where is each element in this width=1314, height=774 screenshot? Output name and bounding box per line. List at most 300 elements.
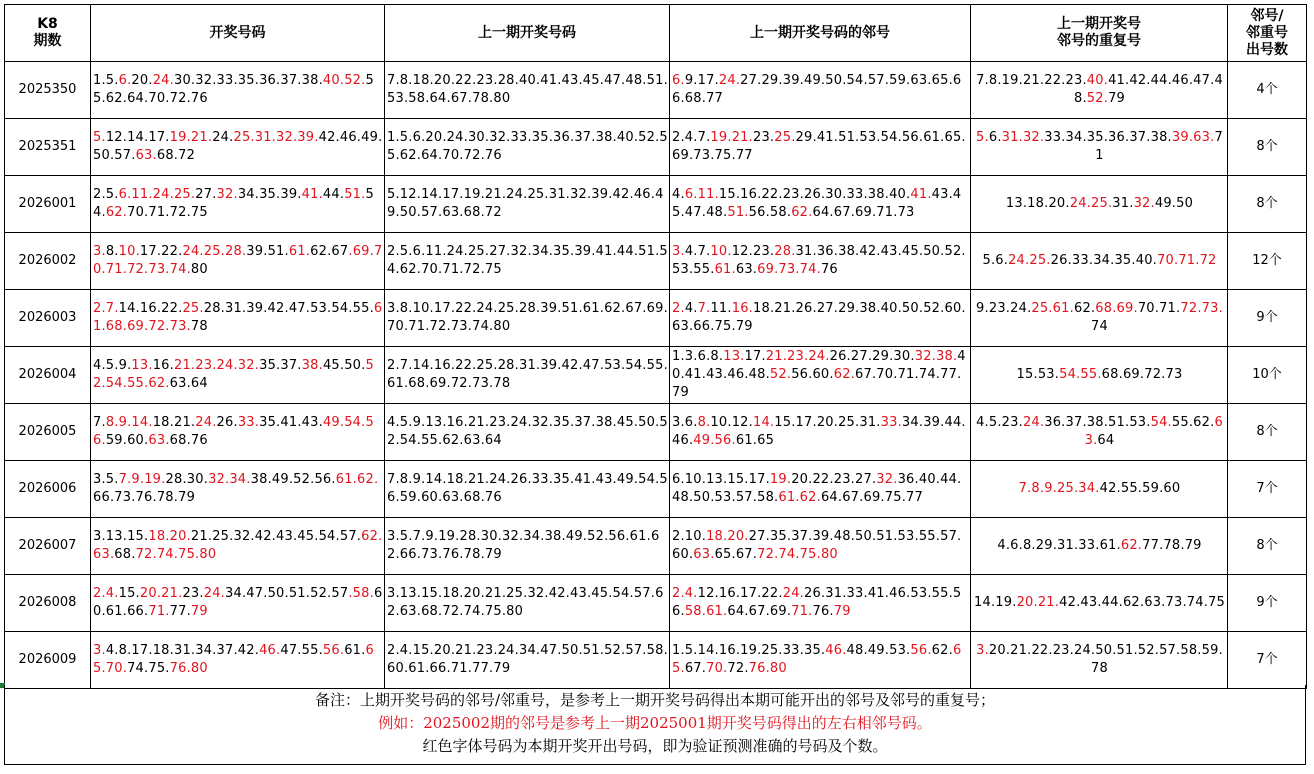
neighbors-cell[interactable] — [670, 176, 971, 233]
neighbors-cell[interactable] — [670, 119, 971, 176]
number-group: 36.37.38.51.53. — [1044, 415, 1151, 430]
number-group: 67. — [684, 661, 707, 676]
hit-number-group: 70. — [706, 661, 728, 676]
number-group: 63. — [735, 262, 758, 277]
draw-numbers-cell[interactable] — [91, 233, 385, 290]
number-group: 35.41.43. — [259, 415, 323, 430]
hit-number-group: 76.80 — [169, 661, 208, 676]
number-group: 14.16.22. — [118, 301, 183, 316]
prev-draw-numbers-cell[interactable] — [385, 404, 670, 461]
number-group: 65.67. — [714, 547, 758, 562]
neighbors-cell[interactable] — [670, 347, 971, 404]
notes-cell[interactable] — [4, 685, 1306, 765]
hit-number-group: 13. — [131, 358, 153, 373]
number-group: 66.73.76.78.79 — [93, 490, 196, 505]
hit-number-group: 41. — [910, 187, 932, 202]
hit-number-group: 8.9.14. — [105, 415, 153, 430]
hit-number-group: 65.70. — [93, 643, 374, 676]
hit-number-group: 24. — [152, 73, 174, 88]
lottery-table — [4, 4, 1307, 689]
number-group: 8. — [105, 244, 119, 259]
hit-count-cell[interactable]: 7个 — [1228, 461, 1307, 518]
hit-number-group: 6. — [118, 73, 132, 88]
number-group: 77.78.79 — [1142, 538, 1202, 553]
period-cell[interactable]: 2026004 — [5, 347, 91, 404]
prev-draw-numbers-cell[interactable] — [385, 290, 670, 347]
neighbor-repeats-cell[interactable] — [971, 575, 1228, 632]
number-group: 3.5. — [93, 472, 119, 487]
hit-number-group: 61.68.69.72.73. — [93, 301, 383, 334]
hit-number-group: 52. — [1086, 91, 1109, 106]
number-group: 20.21.22.23.24.50.51.52.57.58.59.78 — [988, 643, 1223, 676]
number-group: 64.67.69. — [727, 604, 792, 619]
number-group: 3.8.10.17.22.24.25.28.39.51.61.62.67.69.70.71.72.73.74.80 — [387, 301, 668, 334]
number-group: 28.31.39.42.47.53.54.55. — [203, 301, 374, 316]
hit-number-group: 33. — [237, 415, 260, 430]
number-group: 29.41.51.53.54.56.61.65.69.73.75.77 — [672, 130, 966, 163]
hit-number-group: 32.38. — [914, 349, 958, 364]
hit-number-group: 14. — [752, 415, 775, 430]
number-group: 20. — [131, 73, 153, 88]
number-group: 64.67.69.71.73 — [812, 205, 915, 220]
number-group: 5.6. — [982, 253, 1009, 268]
number-group: 4.5.9. — [93, 358, 132, 373]
draw-numbers-cell[interactable] — [91, 176, 385, 233]
hit-number-group: 61. — [288, 244, 311, 259]
hit-number-group: 54.55. — [1059, 367, 1102, 382]
number-group: 63.64 — [169, 376, 208, 391]
number-group: 24. — [212, 130, 234, 145]
number-group: 31.36.38.42.43.45.50.52.53.55. — [672, 244, 966, 277]
table-row — [5, 119, 1307, 176]
number-group: 45.50. — [322, 358, 366, 373]
number-group: 2.5. — [93, 187, 119, 202]
number-group: 2.7.14.16.22.25.28.31.39.42.47.53.54.55.61.68.69.72.73.78 — [387, 358, 668, 391]
number-group: 44. — [322, 187, 345, 202]
prev-draw-numbers-cell[interactable] — [385, 461, 670, 518]
number-group: 16. — [152, 358, 174, 373]
period-cell[interactable]: 2026002 — [5, 233, 91, 290]
hit-number-group: 25. — [182, 301, 204, 316]
hit-number-group: 63. — [1084, 415, 1223, 448]
number-group: 28.30. — [165, 472, 209, 487]
hit-number-group: 70.71.72 — [1157, 253, 1217, 268]
prev-draw-numbers-cell[interactable] — [385, 518, 670, 575]
number-group: 4.5.9.13.16.21.23.24.32.35.37.38.45.50.52.54.55.62.63.64 — [387, 415, 668, 448]
number-group: 56.58. — [748, 205, 792, 220]
hit-number-group: .58. — [348, 586, 374, 601]
number-group: 27.29.39.49.50.54.57.59.63.65.66.68.77 — [672, 73, 962, 106]
number-group: 12.23. — [731, 244, 775, 259]
number-group: 2.4.15.20.21.23.24.34.47.50.51.52.57.58.60.61.66.71.77.79 — [387, 643, 668, 676]
hit-number-group: 46. — [825, 643, 847, 658]
draw-numbers-cell[interactable] — [91, 119, 385, 176]
hit-number-group: 20.21. — [139, 586, 183, 601]
prev-draw-numbers-cell[interactable] — [385, 176, 670, 233]
number-group: 5.12.14.17.19.21.24.25.31.32.39.42.46.49.50.57.63.68.72 — [387, 187, 664, 220]
draw-numbers-cell[interactable] — [91, 461, 385, 518]
number-group: 3.5.7.9.19.28.30.32.34.38.49.52.56.61.62.66.73.76.78.79 — [387, 529, 660, 562]
number-group: 64 — [1097, 433, 1115, 448]
note-line-3: 红色字体号码为本期开奖开出号码，即为验证预测准确的号码及个数。 — [422, 737, 888, 755]
number-group: 70.71. — [1137, 301, 1181, 316]
number-group: 36.40.44.48.50.53.57.58. — [672, 472, 962, 505]
hit-number-group: 49.54.56. — [93, 415, 374, 448]
hit-number-group: 54. — [1150, 415, 1172, 430]
hit-number-group: 39. — [1171, 130, 1194, 145]
prev-draw-numbers-cell[interactable] — [385, 119, 670, 176]
neighbors-cell[interactable] — [670, 461, 971, 518]
number-group: 31. — [1112, 196, 1134, 211]
number-group: 39.51. — [246, 244, 289, 259]
draw-numbers-cell[interactable] — [91, 62, 385, 119]
number-group: 40.41.43.46.48. — [672, 349, 966, 382]
hit-number-group: 40. — [322, 73, 345, 88]
hit-number-group: 3. — [976, 643, 989, 658]
header-hit-count[interactable]: 邻号/ 邻重号 出号数 — [1228, 5, 1307, 62]
hit-number-group: 63. — [135, 148, 157, 163]
number-group: 49.50 — [1154, 196, 1194, 211]
hit-number-group: 2.4. — [93, 586, 119, 601]
hit-number-group: 2.4. — [672, 586, 698, 601]
period-cell[interactable]: 2025350 — [5, 62, 91, 119]
table-row — [5, 176, 1307, 233]
period-cell[interactable]: 2025351 — [5, 119, 91, 176]
hit-number-group: 32. — [876, 472, 898, 487]
number-group: 35.37. — [259, 358, 302, 373]
number-group: 54. — [93, 187, 374, 220]
number-group: 68.72 — [156, 148, 196, 163]
hit-number-group: 69.73.74. — [757, 262, 821, 277]
neighbors-cell[interactable] — [670, 518, 971, 575]
number-group: 23. — [182, 586, 204, 601]
hit-count-cell[interactable]: 7个 — [1228, 632, 1307, 689]
hit-number-group: 19. — [769, 472, 792, 487]
hit-number-group: 79 — [190, 604, 208, 619]
number-group: 26. — [216, 415, 238, 430]
number-group: 26.31.33.41.46.53.55.56. — [672, 586, 962, 619]
table-row — [5, 290, 1307, 347]
number-group: 61. — [344, 643, 366, 658]
neighbor-repeats-cell[interactable] — [971, 119, 1228, 176]
number-group: 18.21. — [152, 415, 196, 430]
hit-number-group: 20.21. — [1016, 595, 1060, 610]
neighbor-repeats-cell[interactable] — [971, 518, 1228, 575]
number-group: 59.60. — [105, 433, 149, 448]
hit-number-group: 21.23.24.32. — [173, 358, 260, 373]
hit-number-group: 52. — [344, 73, 366, 88]
number-group: 76 — [820, 262, 838, 277]
hit-number-group: 24. — [195, 415, 217, 430]
number-group: 10.12. — [710, 415, 753, 430]
number-group: 76. — [812, 604, 834, 619]
header-row — [5, 5, 1307, 62]
number-group: 6.10.13.15.17. — [672, 472, 770, 487]
hit-number-group: 79 — [833, 604, 851, 619]
hit-number-group: 52. — [769, 367, 792, 382]
hit-number-group: 40. — [1086, 73, 1109, 88]
note-line-2-example: 例如：2025002期的邻号是参考上一期2025001期开奖号码得出的左右相邻号码。 — [378, 714, 932, 732]
number-group: 68. — [114, 547, 136, 562]
number-group: 2.10. — [672, 529, 707, 544]
hit-number-group: 38. — [301, 358, 323, 373]
number-group: 33.34.35.36.37.38. — [1044, 130, 1172, 145]
hit-number-group: 24. — [718, 73, 741, 88]
table-row — [5, 461, 1307, 518]
number-group: 2.4.7. — [672, 130, 711, 145]
prev-draw-numbers-cell[interactable] — [385, 62, 670, 119]
number-group: 74.75. — [127, 661, 170, 676]
number-group: 27. — [195, 187, 217, 202]
hit-number-group: 21.23.24. — [765, 349, 830, 364]
note-line-1: 备注：上期开奖号码的邻号/邻重号，是参考上一期开奖号码得出本期可能开出的邻号及邻号的重复号； — [314, 691, 996, 709]
hit-number-group: 18.20. — [148, 529, 191, 544]
hit-number-group: 25.61. — [1031, 301, 1074, 316]
hit-number-group: 3. — [93, 643, 106, 658]
neighbor-repeats-cell[interactable] — [971, 62, 1228, 119]
number-group: 3.6. — [672, 415, 698, 430]
number-group: 1.5.14.16.19.25.33.35. — [672, 643, 826, 658]
number-group: 72. — [727, 661, 749, 676]
neighbors-cell[interactable] — [670, 404, 971, 461]
number-group: 48.49.53. — [846, 643, 911, 658]
number-group: 62. — [1073, 301, 1096, 316]
hit-count-cell[interactable]: 8个 — [1228, 518, 1307, 575]
hit-number-group: 7.8.9.25.34. — [1018, 481, 1100, 496]
number-group: 79 — [1108, 91, 1126, 106]
number-group: 62.67 — [310, 244, 349, 259]
number-group: 18.21.26.27.29.38.40.50.52.60.63.66.75.79 — [672, 301, 966, 334]
number-group: 17. — [744, 349, 766, 364]
prev-draw-numbers-cell[interactable] — [385, 233, 670, 290]
number-group: 43.45.47.48. — [672, 187, 962, 220]
hit-count-cell[interactable]: 10个 — [1228, 347, 1307, 404]
number-group: 7.8.9.14.18.21.24.26.33.35.41.43.49.54.56.59.60.63.68.76 — [387, 472, 668, 505]
number-group: 42.43.44.62.63.73.74.75 — [1059, 595, 1225, 610]
hit-number-group: 71. — [148, 604, 170, 619]
number-group: 30.32.33.35.36.37.38. — [173, 73, 323, 88]
number-group: 4. — [684, 301, 698, 316]
draw-numbers-cell[interactable] — [91, 404, 385, 461]
hit-number-group: 13. — [723, 349, 745, 364]
header-draw-numbers[interactable]: 开奖号码 — [91, 5, 385, 62]
number-group: 6. — [988, 130, 1002, 145]
hit-number-group: 31.32. — [1001, 130, 1045, 145]
hit-number-group: 63. — [693, 547, 715, 562]
number-group: 15. — [118, 586, 140, 601]
number-group: 13.18.20. — [1005, 196, 1070, 211]
hit-number-group: 51. — [344, 187, 366, 202]
prev-draw-numbers-cell[interactable] — [385, 347, 670, 404]
hit-number-group: 63. — [1193, 130, 1215, 145]
number-group: 61.65 — [735, 433, 775, 448]
hit-number-group: 6.11.24.25. — [118, 187, 196, 202]
neighbor-repeats-cell[interactable] — [971, 461, 1228, 518]
hit-number-group: 63. — [148, 433, 170, 448]
neighbor-repeats-cell[interactable] — [971, 632, 1228, 689]
number-group: 60.61.66. — [93, 586, 383, 619]
hit-number-group: 8. — [697, 415, 711, 430]
hit-count-cell[interactable]: 9个 — [1228, 575, 1307, 632]
neighbors-cell[interactable] — [670, 632, 971, 689]
hit-number-group: 72.73. — [1180, 301, 1223, 316]
hit-number-group: 62. — [1120, 538, 1143, 553]
hit-count-cell[interactable]: 4个 — [1228, 62, 1307, 119]
header-prev-draw-numbers[interactable]: 上一期开奖号码 — [385, 5, 670, 62]
header-prev-neighbors[interactable]: 上一期开奖号码的邻号 — [670, 5, 971, 62]
hit-number-group: 7. — [697, 301, 711, 316]
period-cell[interactable]: 2026005 — [5, 404, 91, 461]
header-period[interactable]: K8 期数 — [5, 5, 91, 62]
hit-number-group: 3. — [93, 244, 106, 259]
hit-number-group: 62.63. — [93, 529, 383, 562]
neighbor-repeats-cell[interactable] — [971, 290, 1228, 347]
hit-number-group: 61.62. — [778, 490, 821, 505]
draw-numbers-cell[interactable] — [91, 575, 385, 632]
number-group: 26.27.29.30. — [829, 349, 915, 364]
number-group: 64.67.69.75.77 — [820, 490, 923, 505]
hit-number-group: .69.70.71.72.73.74. — [93, 244, 383, 277]
number-group: 7.8.19.21.22.23. — [976, 73, 1087, 88]
period-cell[interactable]: 2026007 — [5, 518, 91, 575]
number-group: 3.13.15.18.20.21.25.32.42.43.45.54.57.62.63.68.72.74.75.80 — [387, 586, 664, 619]
number-group: 11. — [710, 301, 732, 316]
hit-number-group: 24.25. — [1069, 196, 1113, 211]
hit-number-group: 2. — [672, 301, 685, 316]
number-group: 4.8.17.18.31.34.37.42. — [105, 643, 260, 658]
number-group: 80 — [190, 262, 208, 277]
hit-number-group: 52.54.55.62. — [93, 358, 374, 391]
hit-number-group: 76.80 — [748, 661, 787, 676]
hit-count-cell[interactable]: 8个 — [1228, 404, 1307, 461]
hit-number-group: 72.74.75.80 — [135, 547, 217, 562]
hit-number-group: 46. — [259, 643, 281, 658]
hit-number-group: 2.7. — [93, 301, 119, 316]
neighbor-repeats-cell[interactable] — [971, 347, 1228, 404]
hit-number-group: 32. — [1133, 196, 1155, 211]
neighbors-cell[interactable] — [670, 233, 971, 290]
hit-number-group: 24. — [1022, 415, 1045, 430]
neighbors-cell[interactable] — [670, 575, 971, 632]
hit-number-group: 5. — [976, 130, 989, 145]
period-cell[interactable]: 2026001 — [5, 176, 91, 233]
table-row — [5, 62, 1307, 119]
number-group: 15.17.20.25.31. — [774, 415, 881, 430]
hit-number-group: 6.11. — [684, 187, 719, 202]
number-group: 41.42.44.46.47.48. — [1073, 73, 1223, 106]
number-group: 56.60. — [791, 367, 834, 382]
number-group: 15.16.22.23.26.30.33.38.40. — [718, 187, 911, 202]
period-cell[interactable]: 2026006 — [5, 461, 91, 518]
number-group: 4.7. — [684, 244, 711, 259]
number-group: 4. — [672, 187, 685, 202]
hit-number-group: 24.25.28. — [182, 244, 247, 259]
hit-number-group: 3. — [672, 244, 685, 259]
neighbor-repeats-cell[interactable] — [971, 233, 1228, 290]
number-group: 23. — [752, 130, 775, 145]
hit-number-group: 61. — [714, 262, 736, 277]
hit-number-group: 18.20. — [706, 529, 749, 544]
period-cell[interactable]: 2026003 — [5, 290, 91, 347]
draw-numbers-cell[interactable] — [91, 290, 385, 347]
number-group: 7.8.18.20.22.23.28.40.41.43.45.47.48.51.53.58.64.67.78.80 — [387, 73, 668, 106]
hit-count-cell[interactable]: 8个 — [1228, 119, 1307, 176]
neighbors-cell[interactable] — [670, 290, 971, 347]
hit-number-group: 49.56. — [693, 433, 736, 448]
hit-number-group: 24. — [203, 586, 226, 601]
table-row — [5, 632, 1307, 689]
number-group: 17.22. — [139, 244, 183, 259]
number-group: 9.17. — [684, 73, 719, 88]
hit-number-group: 58.61. — [684, 604, 728, 619]
hit-number-group: 51. — [727, 205, 749, 220]
header-prev-neighbor-repeats[interactable]: 上一期开奖号 邻号的重复号 — [971, 5, 1228, 62]
hit-number-group: 62. — [791, 205, 813, 220]
hit-number-group: 19.21. — [169, 130, 213, 145]
number-group: 62. — [931, 643, 953, 658]
period-cell[interactable]: 2026009 — [5, 632, 91, 689]
prev-draw-numbers-cell[interactable] — [385, 632, 670, 689]
neighbors-cell[interactable] — [670, 62, 971, 119]
number-group: 77. — [169, 604, 191, 619]
hit-number-group: 16. — [731, 301, 753, 316]
neighbor-repeats-cell[interactable] — [971, 176, 1228, 233]
prev-draw-numbers-cell[interactable] — [385, 575, 670, 632]
number-group: 7. — [93, 415, 106, 430]
number-group: 21.25.32.42.43.45.54.57. — [190, 529, 362, 544]
hit-number-group: 61.62. — [335, 472, 379, 487]
hit-number-group: 65. — [672, 643, 962, 676]
hit-number-group: 7.9.19. — [118, 472, 166, 487]
hit-number-group: 24.25. — [1008, 253, 1051, 268]
number-group: 27.35.37.39.48.50.51.53.55.57.60. — [672, 529, 962, 562]
hit-count-cell[interactable]: 12个 — [1228, 233, 1307, 290]
period-cell[interactable]: 2026008 — [5, 575, 91, 632]
number-group: 12.16.17.22. — [697, 586, 783, 601]
number-group: 47.55. — [280, 643, 323, 658]
hit-count-cell[interactable]: 9个 — [1228, 290, 1307, 347]
number-group: 20.22.23.27. — [791, 472, 877, 487]
number-group: 42.46.49.50.57. — [93, 130, 383, 163]
draw-numbers-cell[interactable] — [91, 347, 385, 404]
hit-number-group: 10. — [118, 244, 140, 259]
number-group: 14.19. — [974, 595, 1017, 610]
neighbor-repeats-cell[interactable] — [971, 404, 1228, 461]
hit-number-group: 25.31.32.39. — [233, 130, 319, 145]
hit-number-group: 19.21. — [710, 130, 753, 145]
hit-count-cell[interactable]: 8个 — [1228, 176, 1307, 233]
hit-number-group: 32.34. — [208, 472, 251, 487]
number-group: 12.14.17. — [105, 130, 170, 145]
hit-number-group: 72.74.75.80 — [757, 547, 838, 562]
number-group: 55.62. — [1171, 415, 1215, 430]
number-group: 34.35.39. — [237, 187, 302, 202]
number-group: 67.70.71.74.77.79 — [672, 367, 962, 400]
number-group: 68.76 — [169, 433, 208, 448]
number-group: 9.23.24. — [976, 301, 1032, 316]
draw-numbers-cell[interactable] — [91, 632, 385, 689]
hit-number-group: 71. — [791, 604, 813, 619]
draw-numbers-cell[interactable] — [91, 518, 385, 575]
hit-number-group: 41. — [301, 187, 323, 202]
hit-number-group: 28. — [774, 244, 796, 259]
hit-number-group: 24. — [782, 586, 804, 601]
number-group: 55.62.64.70.72.76 — [93, 73, 374, 106]
table-row — [5, 575, 1307, 632]
number-group: 1.5. — [93, 73, 119, 88]
number-group: 15.53. — [1016, 367, 1060, 382]
table-row — [5, 404, 1307, 461]
